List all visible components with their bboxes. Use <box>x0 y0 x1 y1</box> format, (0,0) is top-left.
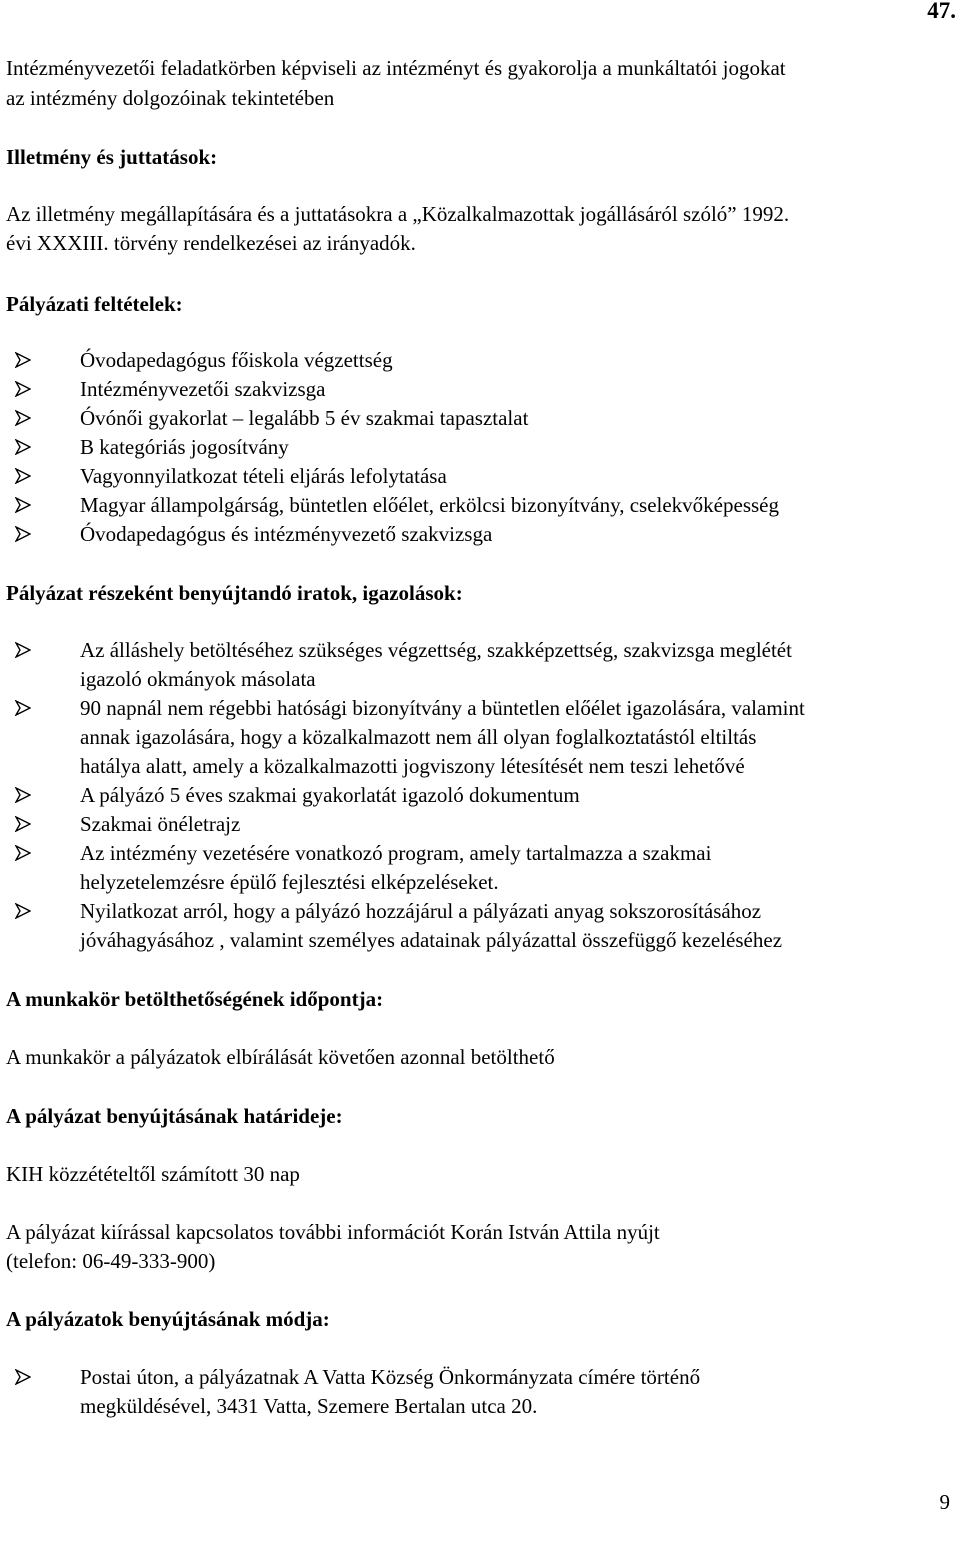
document-text-cont: jóváhagyásához , valamint személyes adatainak pályázattal összefüggő kezeléséhez <box>80 928 783 952</box>
arrow-bullet-icon <box>12 897 32 926</box>
arrow-bullet-icon <box>12 636 32 665</box>
arrow-bullet-icon <box>12 404 32 433</box>
condition-text: Intézményvezetői szakvizsga <box>80 377 326 401</box>
deadline-heading: A pályázat benyújtásának határideje: <box>6 1104 343 1128</box>
intro-line-2: az intézmény dolgozóinak tekintetében <box>6 86 335 110</box>
intro-line-1: Intézményvezetői feladatkörben képviseli az intézményt és gyakorolja a munkáltatói jogokat <box>6 56 786 80</box>
arrow-bullet-icon <box>12 375 32 404</box>
document-text: Szakmai önéletrajz <box>80 812 241 836</box>
start-heading: A munkakör betölthetőségének időpontja: <box>6 987 384 1011</box>
condition-text: Magyar állampolgárság, büntetlen előélet, erkölcsi bizonyítvány, cselekvőképesség <box>80 493 779 517</box>
submission-heading: A pályázatok benyújtásának módja: <box>6 1307 330 1331</box>
document-text: Nyilatkozat arról, hogy a pályázó hozzájárul a pályázati anyag sokszorosításához <box>80 899 762 923</box>
documents-heading: Pályázat részeként benyújtandó iratok, igazolások: <box>6 581 463 605</box>
start-text: A munkakör a pályázatok elbírálását követően azonnal betölthető <box>6 1045 555 1069</box>
document-text-cont: hatálya alatt, amely a közalkalmazotti jogviszony létesítését nem teszi lehetővé <box>80 754 745 778</box>
salary-heading: Illetmény és juttatások: <box>6 145 218 169</box>
document-text: Az álláshely betöltéséhez szükséges végzettség, szakképzettség, szakvizsga meglétét <box>80 638 792 662</box>
condition-text: Óvodapedagógus és intézményvezető szakvizsga <box>80 522 493 546</box>
document-text-cont: helyzetelemzésre épülő fejlesztési elképzeléseket. <box>80 870 499 894</box>
arrow-bullet-icon <box>12 694 32 723</box>
document-text: Az intézmény vezetésére vonatkozó program, amely tartalmazza a szakmai <box>80 841 712 865</box>
deadline-text: KIH közzétételtől számított 30 nap <box>6 1162 300 1186</box>
conditions-heading: Pályázati feltételek: <box>6 292 183 316</box>
arrow-bullet-icon <box>12 810 32 839</box>
arrow-bullet-icon <box>12 839 32 868</box>
document-text: 90 napnál nem régebbi hatósági bizonyítvány a büntetlen előélet igazolására, valamint <box>80 696 805 720</box>
arrow-bullet-icon <box>12 491 32 520</box>
salary-line-2: évi XXXIII. törvény rendelkezései az irányadók. <box>6 231 416 255</box>
submission-text-cont: megküldésével, 3431 Vatta, Szemere Bertalan utca 20. <box>80 1394 538 1418</box>
condition-text: Vagyonnyilatkozat tételi eljárás lefolytatása <box>80 464 447 488</box>
page-number-top: 47. <box>927 0 956 23</box>
arrow-bullet-icon <box>12 1363 32 1392</box>
arrow-bullet-icon <box>12 520 32 549</box>
condition-text: B kategóriás jogosítvány <box>80 435 289 459</box>
document-text-cont: annak igazolására, hogy a közalkalmazott nem áll olyan foglalkoztatástól eltiltás <box>80 725 757 749</box>
page-number-bottom: 9 <box>939 1490 950 1514</box>
document-text: A pályázó 5 éves szakmai gyakorlatát igazoló dokumentum <box>80 783 580 807</box>
salary-line-1: Az illetmény megállapítására és a juttatásokra a „Közalkalmazottak jogállásáról szóló” 1992. <box>6 202 790 226</box>
condition-text: Óvónői gyakorlat – legalább 5 év szakmai tapasztalat <box>80 406 529 430</box>
info-line-2: (telefon: 06-49-333-900) <box>6 1249 216 1273</box>
submission-text: Postai úton, a pályázatnak A Vatta Község Önkormányzata címére történő <box>80 1365 701 1389</box>
arrow-bullet-icon <box>12 346 32 375</box>
arrow-bullet-icon <box>12 781 32 810</box>
document-text-cont: igazoló okmányok másolata <box>80 667 316 691</box>
info-line-1: A pályázat kiírással kapcsolatos további információt Korán István Attila nyújt <box>6 1220 660 1244</box>
arrow-bullet-icon <box>12 433 32 462</box>
condition-text: Óvodapedagógus főiskola végzettség <box>80 348 393 372</box>
arrow-bullet-icon <box>12 462 32 491</box>
